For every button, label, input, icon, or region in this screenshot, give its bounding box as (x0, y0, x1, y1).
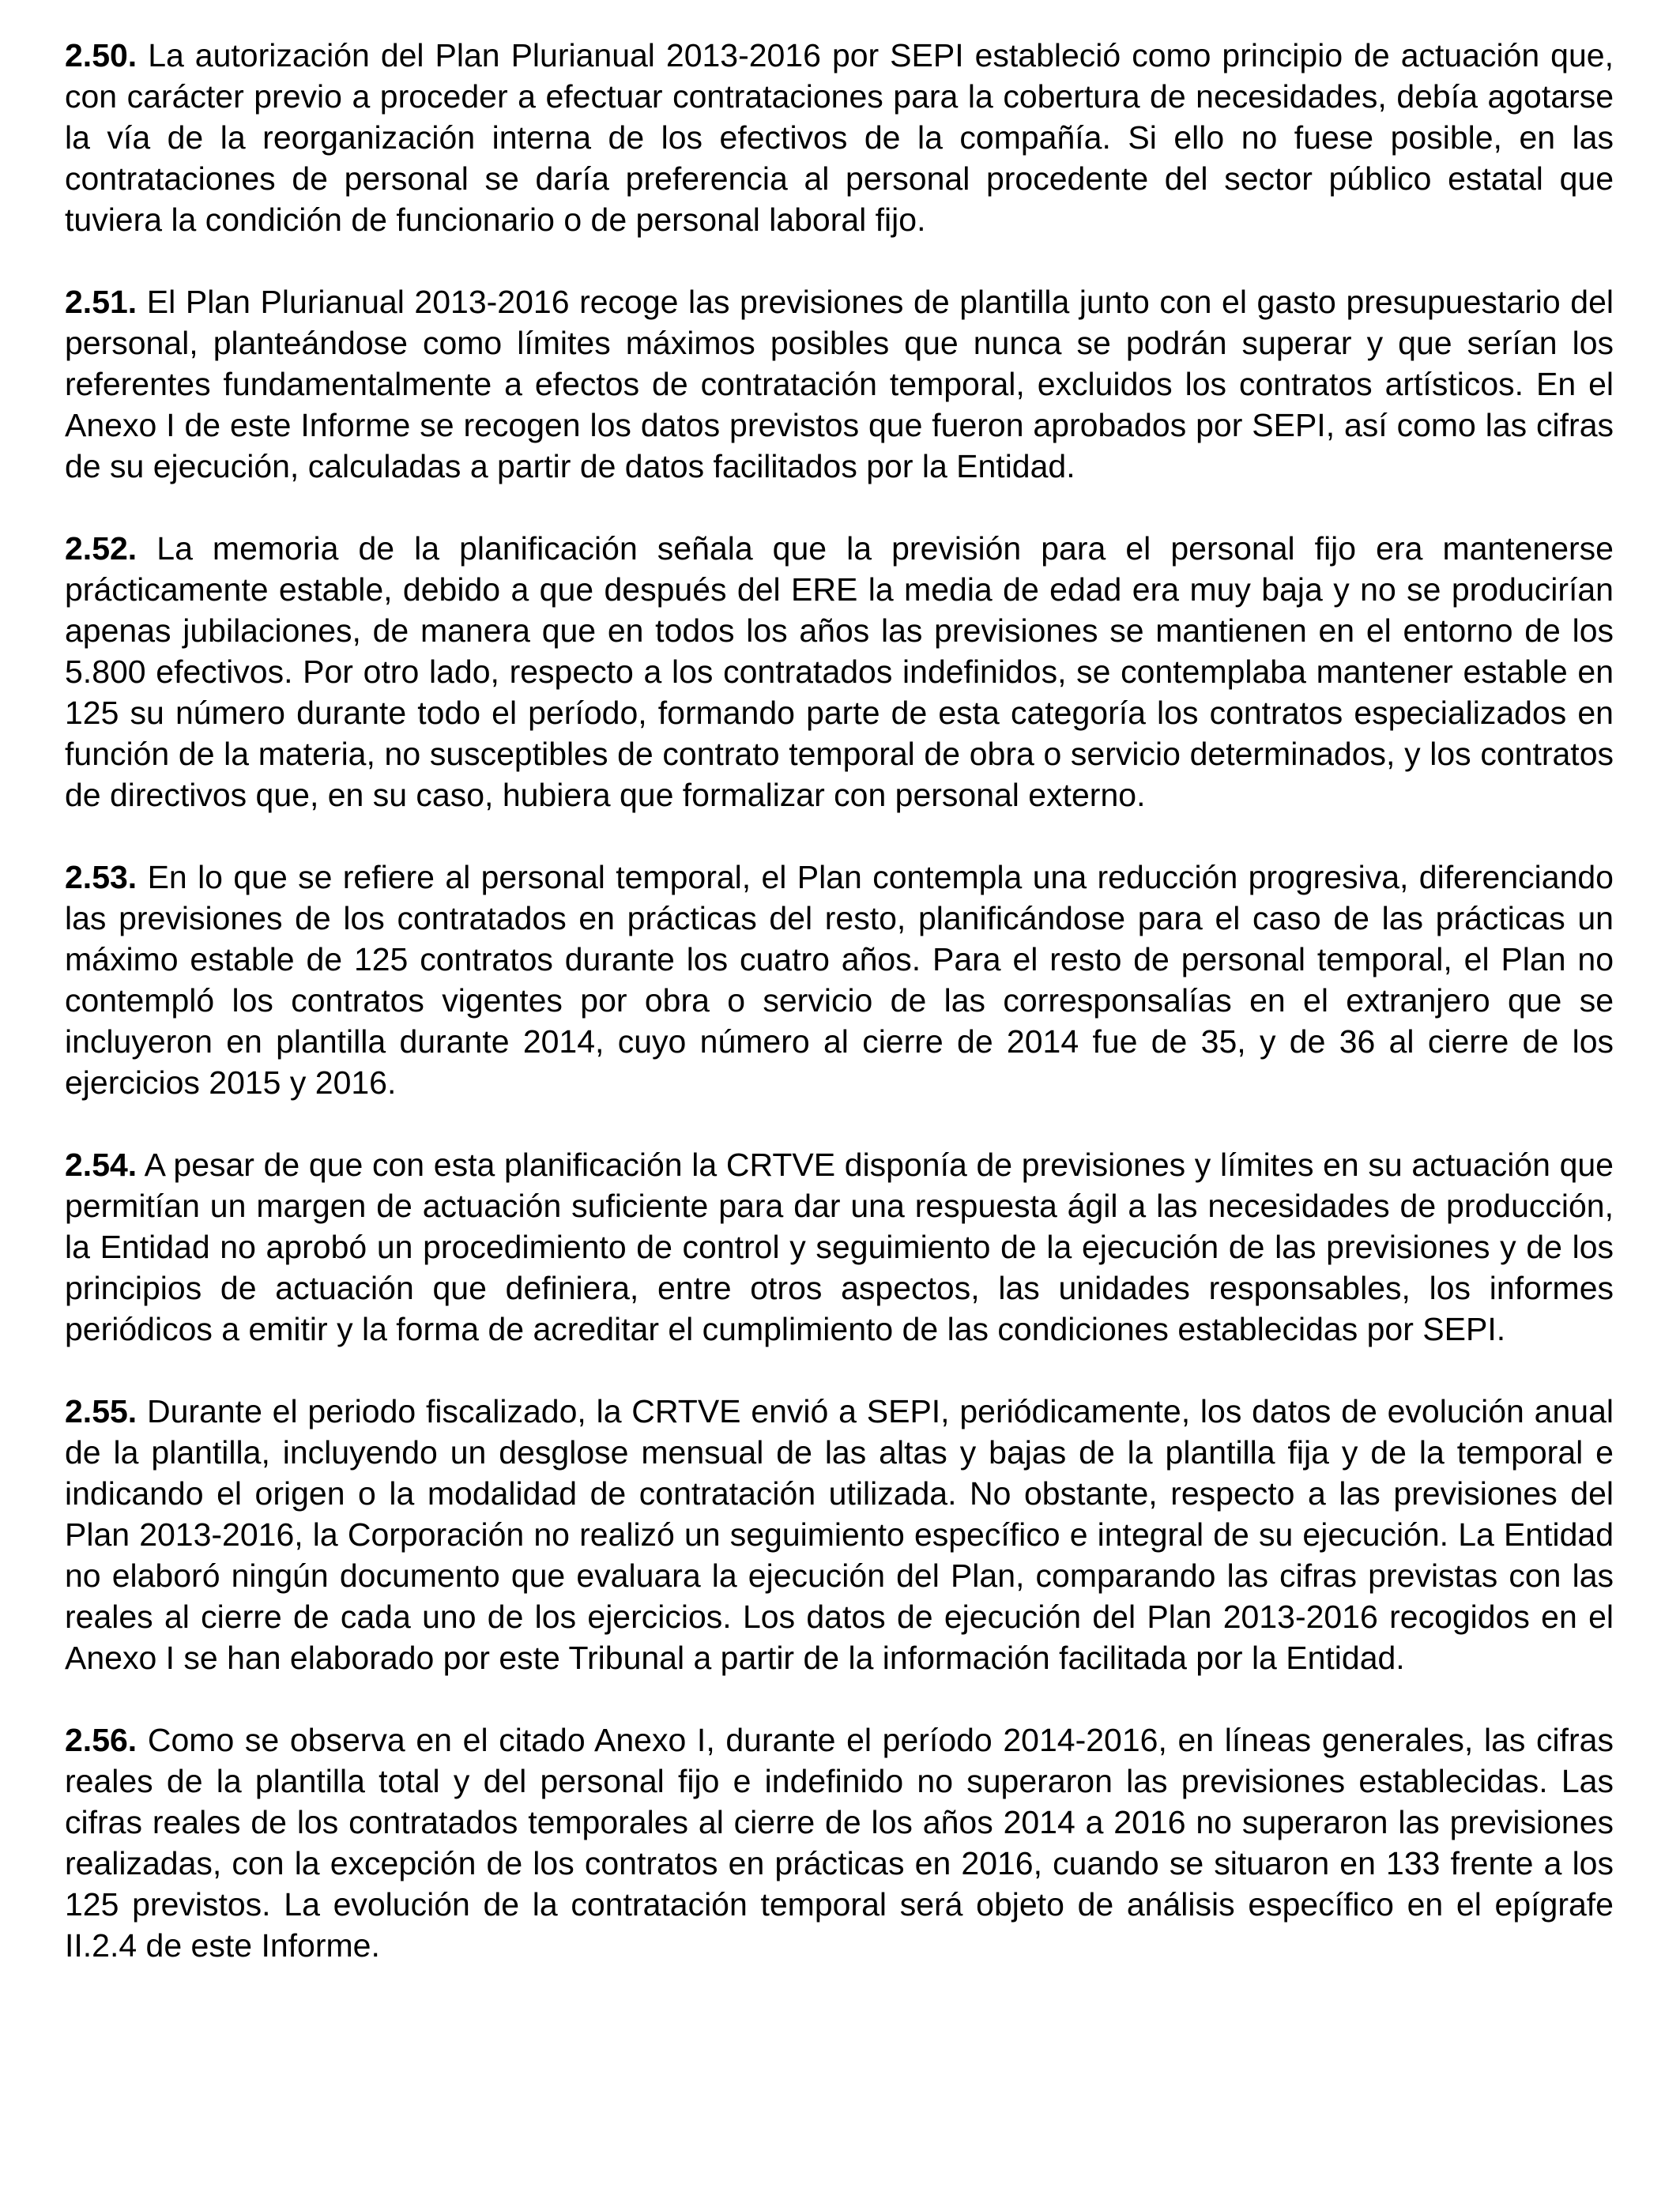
paragraph-text: En lo que se refiere al personal temporal, el Plan contempla una reducción progresiva, diferenciando las previsiones de los contratados en prácticas del resto, planificándose para el caso de las prácticas un máximo estable de 125 contratos durante los cuatro años. Para el resto de personal temporal, el Plan no contempló los contratos vigentes por obra o servicio de las corresponsalías en el extranjero que se incluyeron en plantilla durante 2014, cuyo número al cierre de 2014 fue de 35, y de 36 al cierre de los ejercicios 2015 y 2016. (65, 859, 1614, 1101)
paragraph-text: A pesar de que con esta planificación la CRTVE disponía de previsiones y límites en su actuación que permitían un margen de actuación suficiente para dar una respuesta ágil a las necesidades de producción, la Entidad no aprobó un procedimiento de control y seguimiento de la ejecución de las previsiones y de los principios de actuación que definiera, entre otros aspectos, las unidades responsables, los informes periódicos a emitir y la forma de acreditar el cumplimiento de las condiciones establecidas por SEPI. (65, 1147, 1614, 1347)
document-page (65, 35, 1614, 2007)
paragraph-number: 2.53. (65, 859, 137, 895)
paragraph-text: Como se observa en el citado Anexo I, durante el período 2014-2016, en líneas generales, las cifras reales de la plantilla total y del personal fijo e indefinido no superaron las previsiones establecidas. Las cifras reales de los contratados temporales al cierre de los años 2014 a 2016 no superaron las previsiones realizadas, con la excepción de los contratos en prácticas en 2016, cuando se situaron en 133 frente a los 125 previstos. La evolución de la contratación temporal será objeto de análisis específico en el epígrafe II.2.4 de este Informe. (65, 1722, 1614, 1964)
paragraph-2-51 (65, 281, 1614, 487)
paragraph-2-55 (65, 1391, 1614, 1678)
paragraph-2-50 (65, 35, 1614, 240)
paragraph-2-54 (65, 1144, 1614, 1350)
paragraph-2-53 (65, 857, 1614, 1103)
paragraph-text: La memoria de la planificación señala que la previsión para el personal fijo era mantenerse prácticamente estable, debido a que después del ERE la media de edad era muy baja y no se producirían apenas jubilaciones, de manera que en todos los años las previsiones se mantienen en el entorno de los 5.800 efectivos. Por otro lado, respecto a los contratados indefinidos, se contemplaba mantener estable en 125 su número durante todo el período, formando parte de esta categoría los contratos especializados en función de la materia, no susceptibles de contrato temporal de obra o servicio determinados, y los contratos de directivos que, en su caso, hubiera que formalizar con personal externo. (65, 530, 1614, 813)
paragraph-number: 2.54. (65, 1147, 137, 1183)
paragraph-2-56 (65, 1719, 1614, 1966)
paragraph-number: 2.52. (65, 530, 137, 567)
paragraph-2-52 (65, 528, 1614, 815)
paragraph-number: 2.50. (65, 37, 137, 73)
paragraph-number: 2.56. (65, 1722, 137, 1758)
paragraph-number: 2.55. (65, 1393, 137, 1429)
paragraph-text: El Plan Plurianual 2013-2016 recoge las previsiones de plantilla junto con el gasto presupuestario del personal, planteándose como límites máximos posibles que nunca se podrán superar y que serían los referentes fundamentalmente a efectos de contratación temporal, excluidos los contratos artísticos. En el Anexo I de este Informe se recogen los datos previstos que fueron aprobados por SEPI, así como las cifras de su ejecución, calculadas a partir de datos facilitados por la Entidad. (65, 284, 1614, 484)
paragraph-number: 2.51. (65, 284, 137, 320)
paragraph-text: Durante el periodo fiscalizado, la CRTVE envió a SEPI, periódicamente, los datos de evolución anual de la plantilla, incluyendo un desglose mensual de las altas y bajas de la plantilla fija y de la temporal e indicando el origen o la modalidad de contratación utilizada. No obstante, respecto a las previsiones del Plan 2013-2016, la Corporación no realizó un seguimiento específico e integral de su ejecución. La Entidad no elaboró ningún documento que evaluara la ejecución del Plan, comparando las cifras previstas con las reales al cierre de cada uno de los ejercicios. Los datos de ejecución del Plan 2013-2016 recogidos en el Anexo I se han elaborado por este Tribunal a partir de la información facilitada por la Entidad. (65, 1393, 1614, 1676)
paragraph-text: La autorización del Plan Plurianual 2013-2016 por SEPI estableció como principio de actuación que, con carácter previo a proceder a efectuar contrataciones para la cobertura de necesidades, debía agotarse la vía de la reorganización interna de los efectivos de la compañía. Si ello no fuese posible, en las contrataciones de personal se daría preferencia al personal procedente del sector público estatal que tuviera la condición de funcionario o de personal laboral fijo. (65, 37, 1614, 238)
